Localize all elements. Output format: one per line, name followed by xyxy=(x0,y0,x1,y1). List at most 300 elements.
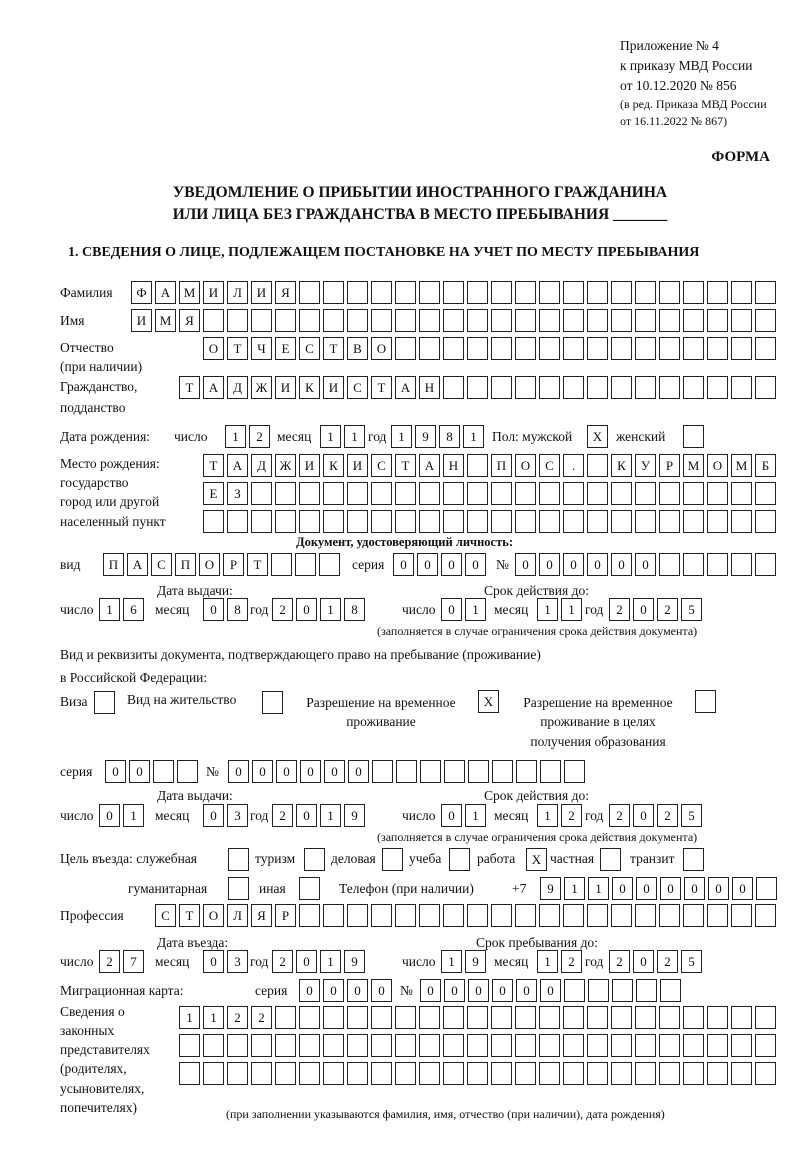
char-box[interactable]: П xyxy=(103,553,124,576)
char-box[interactable]: 9 xyxy=(540,877,561,900)
char-box[interactable] xyxy=(323,1062,344,1085)
char-box[interactable] xyxy=(203,1034,224,1057)
char-box[interactable] xyxy=(611,904,632,927)
char-box[interactable] xyxy=(539,376,560,399)
char-box[interactable] xyxy=(444,760,465,783)
char-box[interactable] xyxy=(419,1034,440,1057)
char-box[interactable]: Т xyxy=(371,376,392,399)
char-box[interactable] xyxy=(515,1034,536,1057)
checkbox[interactable] xyxy=(382,848,403,871)
char-box[interactable] xyxy=(707,482,728,505)
char-box[interactable] xyxy=(587,904,608,927)
char-box[interactable] xyxy=(635,337,656,360)
char-box[interactable] xyxy=(491,337,512,360)
char-box[interactable] xyxy=(372,760,393,783)
char-box[interactable] xyxy=(563,1006,584,1029)
char-box[interactable] xyxy=(635,510,656,533)
checkbox[interactable] xyxy=(695,690,716,713)
char-box[interactable] xyxy=(395,1006,416,1029)
char-box[interactable] xyxy=(203,510,224,533)
char-box[interactable]: С xyxy=(155,904,176,927)
char-box[interactable] xyxy=(491,1062,512,1085)
char-box[interactable] xyxy=(683,1006,704,1029)
char-box[interactable] xyxy=(491,904,512,927)
char-box[interactable] xyxy=(731,309,752,332)
char-box[interactable]: 6 xyxy=(123,598,144,621)
char-box[interactable] xyxy=(323,309,344,332)
char-box[interactable] xyxy=(299,1006,320,1029)
char-box[interactable] xyxy=(540,760,561,783)
char-box[interactable] xyxy=(756,877,777,900)
char-box[interactable] xyxy=(659,1006,680,1029)
char-box[interactable] xyxy=(491,1034,512,1057)
char-box[interactable]: Ч xyxy=(251,337,272,360)
char-box[interactable] xyxy=(323,1006,344,1029)
char-box[interactable] xyxy=(539,1006,560,1029)
char-box[interactable]: 0 xyxy=(203,804,224,827)
char-box[interactable]: Д xyxy=(227,376,248,399)
char-box[interactable] xyxy=(467,904,488,927)
checkbox[interactable] xyxy=(600,848,621,871)
char-box[interactable]: 0 xyxy=(324,760,345,783)
char-box[interactable] xyxy=(179,1062,200,1085)
char-box[interactable] xyxy=(275,309,296,332)
char-box[interactable]: 2 xyxy=(251,1006,272,1029)
char-box[interactable] xyxy=(611,1006,632,1029)
char-box[interactable] xyxy=(755,1062,776,1085)
char-box[interactable] xyxy=(587,376,608,399)
char-box[interactable] xyxy=(347,1062,368,1085)
char-box[interactable]: А xyxy=(419,454,440,477)
char-box[interactable]: 2 xyxy=(272,804,293,827)
char-box[interactable] xyxy=(731,510,752,533)
char-box[interactable] xyxy=(683,281,704,304)
char-box[interactable] xyxy=(227,309,248,332)
char-box[interactable]: 0 xyxy=(468,979,489,1002)
char-box[interactable]: 1 xyxy=(225,425,246,448)
char-box[interactable] xyxy=(587,1006,608,1029)
char-box[interactable] xyxy=(419,281,440,304)
char-box[interactable] xyxy=(539,309,560,332)
char-box[interactable]: 9 xyxy=(344,950,365,973)
char-box[interactable] xyxy=(396,760,417,783)
char-box[interactable] xyxy=(515,482,536,505)
char-box[interactable]: 1 xyxy=(463,425,484,448)
char-box[interactable]: 9 xyxy=(344,804,365,827)
char-box[interactable] xyxy=(395,510,416,533)
char-box[interactable]: 3 xyxy=(227,804,248,827)
char-box[interactable]: 0 xyxy=(228,760,249,783)
char-box[interactable] xyxy=(611,1062,632,1085)
char-box[interactable] xyxy=(755,1006,776,1029)
checkbox[interactable] xyxy=(94,691,115,714)
char-box[interactable] xyxy=(588,979,609,1002)
char-box[interactable] xyxy=(731,376,752,399)
char-box[interactable]: 5 xyxy=(681,804,702,827)
char-box[interactable]: 0 xyxy=(420,979,441,1002)
char-box[interactable] xyxy=(707,904,728,927)
char-box[interactable] xyxy=(611,510,632,533)
char-box[interactable] xyxy=(683,376,704,399)
char-box[interactable]: 0 xyxy=(300,760,321,783)
char-box[interactable]: М xyxy=(731,454,752,477)
char-box[interactable]: Л xyxy=(227,904,248,927)
char-box[interactable]: 2 xyxy=(249,425,270,448)
char-box[interactable] xyxy=(659,1034,680,1057)
char-box[interactable]: 2 xyxy=(561,950,582,973)
char-box[interactable] xyxy=(371,1034,392,1057)
char-box[interactable] xyxy=(587,1034,608,1057)
char-box[interactable]: С xyxy=(299,337,320,360)
char-box[interactable]: 8 xyxy=(344,598,365,621)
checkbox[interactable] xyxy=(683,848,704,871)
char-box[interactable] xyxy=(371,1006,392,1029)
char-box[interactable]: Б xyxy=(755,454,776,477)
char-box[interactable] xyxy=(275,1006,296,1029)
char-box[interactable]: 2 xyxy=(609,950,630,973)
char-box[interactable]: . xyxy=(563,454,584,477)
char-box[interactable]: А xyxy=(395,376,416,399)
char-box[interactable] xyxy=(683,309,704,332)
char-box[interactable]: 1 xyxy=(537,804,558,827)
char-box[interactable] xyxy=(587,510,608,533)
char-box[interactable] xyxy=(467,337,488,360)
char-box[interactable] xyxy=(611,1034,632,1057)
char-box[interactable] xyxy=(659,1062,680,1085)
char-box[interactable] xyxy=(611,482,632,505)
char-box[interactable] xyxy=(707,1006,728,1029)
char-box[interactable]: 1 xyxy=(320,598,341,621)
char-box[interactable]: Л xyxy=(227,281,248,304)
char-box[interactable]: 1 xyxy=(179,1006,200,1029)
char-box[interactable]: 0 xyxy=(708,877,729,900)
char-box[interactable]: Т xyxy=(179,376,200,399)
char-box[interactable] xyxy=(707,1062,728,1085)
char-box[interactable]: 1 xyxy=(564,877,585,900)
checkbox[interactable] xyxy=(683,425,704,448)
char-box[interactable] xyxy=(443,309,464,332)
char-box[interactable]: А xyxy=(227,454,248,477)
char-box[interactable] xyxy=(731,482,752,505)
char-box[interactable]: Р xyxy=(659,454,680,477)
char-box[interactable] xyxy=(635,1006,656,1029)
char-box[interactable] xyxy=(347,309,368,332)
checkbox[interactable] xyxy=(449,848,470,871)
char-box[interactable]: 0 xyxy=(296,598,317,621)
char-box[interactable] xyxy=(395,1062,416,1085)
char-box[interactable] xyxy=(371,1062,392,1085)
char-box[interactable] xyxy=(659,510,680,533)
char-box[interactable] xyxy=(683,553,704,576)
char-box[interactable] xyxy=(636,979,657,1002)
char-box[interactable] xyxy=(515,337,536,360)
char-box[interactable] xyxy=(295,553,316,576)
char-box[interactable] xyxy=(635,1062,656,1085)
char-box[interactable]: 0 xyxy=(299,979,320,1002)
char-box[interactable] xyxy=(347,1034,368,1057)
char-box[interactable] xyxy=(299,904,320,927)
char-box[interactable]: 0 xyxy=(633,598,654,621)
char-box[interactable] xyxy=(275,1062,296,1085)
char-box[interactable] xyxy=(419,904,440,927)
char-box[interactable]: 0 xyxy=(660,877,681,900)
char-box[interactable] xyxy=(347,510,368,533)
char-box[interactable] xyxy=(659,337,680,360)
char-box[interactable] xyxy=(563,1062,584,1085)
char-box[interactable] xyxy=(299,510,320,533)
char-box[interactable] xyxy=(251,1034,272,1057)
char-box[interactable]: 1 xyxy=(391,425,412,448)
char-box[interactable] xyxy=(299,281,320,304)
char-box[interactable] xyxy=(203,1062,224,1085)
char-box[interactable] xyxy=(395,1034,416,1057)
char-box[interactable]: 5 xyxy=(681,950,702,973)
char-box[interactable]: 2 xyxy=(657,804,678,827)
char-box[interactable]: М xyxy=(179,281,200,304)
char-box[interactable]: 0 xyxy=(441,804,462,827)
char-box[interactable]: 1 xyxy=(123,804,144,827)
char-box[interactable]: 2 xyxy=(99,950,120,973)
char-box[interactable] xyxy=(467,376,488,399)
char-box[interactable] xyxy=(443,1006,464,1029)
char-box[interactable] xyxy=(659,482,680,505)
char-box[interactable] xyxy=(659,309,680,332)
char-box[interactable] xyxy=(203,309,224,332)
char-box[interactable]: Ф xyxy=(131,281,152,304)
char-box[interactable]: С xyxy=(371,454,392,477)
char-box[interactable] xyxy=(611,309,632,332)
char-box[interactable]: 2 xyxy=(657,950,678,973)
char-box[interactable]: И xyxy=(275,376,296,399)
char-box[interactable] xyxy=(683,1062,704,1085)
char-box[interactable] xyxy=(563,904,584,927)
char-box[interactable] xyxy=(395,281,416,304)
char-box[interactable]: К xyxy=(299,376,320,399)
char-box[interactable]: 0 xyxy=(444,979,465,1002)
char-box[interactable] xyxy=(731,337,752,360)
char-box[interactable]: 0 xyxy=(203,598,224,621)
char-box[interactable] xyxy=(731,1062,752,1085)
char-box[interactable] xyxy=(683,337,704,360)
char-box[interactable] xyxy=(659,376,680,399)
char-box[interactable] xyxy=(707,309,728,332)
char-box[interactable] xyxy=(227,1034,248,1057)
char-box[interactable]: Я xyxy=(275,281,296,304)
char-box[interactable]: Т xyxy=(203,454,224,477)
char-box[interactable] xyxy=(539,904,560,927)
char-box[interactable] xyxy=(419,1006,440,1029)
char-box[interactable] xyxy=(564,760,585,783)
char-box[interactable] xyxy=(683,904,704,927)
char-box[interactable]: 0 xyxy=(539,553,560,576)
char-box[interactable] xyxy=(755,337,776,360)
char-box[interactable]: 0 xyxy=(516,979,537,1002)
char-box[interactable]: А xyxy=(203,376,224,399)
char-box[interactable] xyxy=(755,904,776,927)
char-box[interactable] xyxy=(635,281,656,304)
char-box[interactable] xyxy=(683,510,704,533)
char-box[interactable] xyxy=(731,281,752,304)
char-box[interactable] xyxy=(755,376,776,399)
char-box[interactable]: 0 xyxy=(732,877,753,900)
char-box[interactable] xyxy=(539,337,560,360)
char-box[interactable]: Т xyxy=(323,337,344,360)
char-box[interactable] xyxy=(395,904,416,927)
char-box[interactable]: 2 xyxy=(272,598,293,621)
char-box[interactable]: 0 xyxy=(323,979,344,1002)
char-box[interactable]: 2 xyxy=(609,598,630,621)
char-box[interactable]: 0 xyxy=(563,553,584,576)
char-box[interactable]: 0 xyxy=(129,760,150,783)
char-box[interactable]: 2 xyxy=(272,950,293,973)
char-box[interactable] xyxy=(515,376,536,399)
char-box[interactable] xyxy=(563,510,584,533)
char-box[interactable] xyxy=(683,482,704,505)
char-box[interactable] xyxy=(153,760,174,783)
char-box[interactable] xyxy=(491,482,512,505)
char-box[interactable] xyxy=(707,337,728,360)
char-box[interactable]: Е xyxy=(275,337,296,360)
checkbox[interactable]: X xyxy=(526,848,547,871)
char-box[interactable] xyxy=(467,482,488,505)
char-box[interactable] xyxy=(251,1062,272,1085)
char-box[interactable] xyxy=(587,281,608,304)
char-box[interactable]: И xyxy=(323,376,344,399)
char-box[interactable]: 0 xyxy=(276,760,297,783)
char-box[interactable] xyxy=(515,281,536,304)
char-box[interactable]: П xyxy=(175,553,196,576)
char-box[interactable]: Р xyxy=(275,904,296,927)
char-box[interactable] xyxy=(635,482,656,505)
char-box[interactable] xyxy=(587,1062,608,1085)
char-box[interactable]: 8 xyxy=(439,425,460,448)
char-box[interactable]: 0 xyxy=(296,950,317,973)
char-box[interactable] xyxy=(467,309,488,332)
char-box[interactable] xyxy=(659,904,680,927)
char-box[interactable]: К xyxy=(323,454,344,477)
char-box[interactable]: Е xyxy=(203,482,224,505)
char-box[interactable] xyxy=(347,482,368,505)
char-box[interactable] xyxy=(395,482,416,505)
char-box[interactable] xyxy=(611,337,632,360)
char-box[interactable] xyxy=(587,309,608,332)
char-box[interactable]: 7 xyxy=(123,950,144,973)
checkbox[interactable] xyxy=(304,848,325,871)
char-box[interactable] xyxy=(419,482,440,505)
char-box[interactable]: Н xyxy=(419,376,440,399)
char-box[interactable] xyxy=(707,1034,728,1057)
char-box[interactable] xyxy=(563,309,584,332)
char-box[interactable] xyxy=(323,510,344,533)
char-box[interactable] xyxy=(755,281,776,304)
char-box[interactable] xyxy=(563,376,584,399)
char-box[interactable]: О xyxy=(371,337,392,360)
char-box[interactable] xyxy=(683,1034,704,1057)
char-box[interactable] xyxy=(275,482,296,505)
char-box[interactable]: 0 xyxy=(347,979,368,1002)
checkbox[interactable] xyxy=(262,691,283,714)
char-box[interactable]: Т xyxy=(395,454,416,477)
char-box[interactable] xyxy=(515,904,536,927)
char-box[interactable] xyxy=(468,760,489,783)
char-box[interactable] xyxy=(587,337,608,360)
char-box[interactable] xyxy=(347,904,368,927)
char-box[interactable] xyxy=(443,482,464,505)
char-box[interactable] xyxy=(467,510,488,533)
char-box[interactable]: 1 xyxy=(320,804,341,827)
char-box[interactable] xyxy=(419,510,440,533)
char-box[interactable]: 0 xyxy=(417,553,438,576)
char-box[interactable]: 0 xyxy=(633,950,654,973)
char-box[interactable] xyxy=(539,510,560,533)
char-box[interactable]: О xyxy=(199,553,220,576)
char-box[interactable] xyxy=(177,760,198,783)
char-box[interactable] xyxy=(420,760,441,783)
char-box[interactable] xyxy=(659,553,680,576)
char-box[interactable] xyxy=(611,376,632,399)
char-box[interactable]: И xyxy=(299,454,320,477)
char-box[interactable]: 2 xyxy=(609,804,630,827)
char-box[interactable] xyxy=(515,510,536,533)
char-box[interactable]: М xyxy=(683,454,704,477)
checkbox[interactable]: X xyxy=(478,690,499,713)
char-box[interactable]: 0 xyxy=(515,553,536,576)
char-box[interactable]: 0 xyxy=(371,979,392,1002)
char-box[interactable]: М xyxy=(155,309,176,332)
char-box[interactable]: 0 xyxy=(105,760,126,783)
char-box[interactable]: И xyxy=(203,281,224,304)
char-box[interactable] xyxy=(539,1034,560,1057)
char-box[interactable] xyxy=(271,553,292,576)
char-box[interactable] xyxy=(443,1034,464,1057)
char-box[interactable]: 1 xyxy=(537,950,558,973)
char-box[interactable]: 0 xyxy=(203,950,224,973)
char-box[interactable]: 1 xyxy=(344,425,365,448)
char-box[interactable] xyxy=(419,337,440,360)
char-box[interactable] xyxy=(491,510,512,533)
char-box[interactable] xyxy=(515,1006,536,1029)
char-box[interactable]: 0 xyxy=(252,760,273,783)
char-box[interactable] xyxy=(467,454,488,477)
char-box[interactable] xyxy=(492,760,513,783)
char-box[interactable]: С xyxy=(151,553,172,576)
char-box[interactable] xyxy=(419,1062,440,1085)
char-box[interactable] xyxy=(539,281,560,304)
char-box[interactable] xyxy=(347,1006,368,1029)
char-box[interactable]: З xyxy=(227,482,248,505)
char-box[interactable] xyxy=(707,553,728,576)
char-box[interactable]: Н xyxy=(443,454,464,477)
char-box[interactable]: К xyxy=(611,454,632,477)
char-box[interactable]: В xyxy=(347,337,368,360)
char-box[interactable] xyxy=(563,337,584,360)
char-box[interactable] xyxy=(755,309,776,332)
char-box[interactable] xyxy=(755,553,776,576)
char-box[interactable] xyxy=(443,510,464,533)
char-box[interactable] xyxy=(179,1034,200,1057)
char-box[interactable] xyxy=(467,1034,488,1057)
char-box[interactable]: Д xyxy=(251,454,272,477)
char-box[interactable] xyxy=(227,1062,248,1085)
char-box[interactable]: И xyxy=(251,281,272,304)
char-box[interactable] xyxy=(347,281,368,304)
char-box[interactable] xyxy=(491,281,512,304)
char-box[interactable] xyxy=(635,376,656,399)
char-box[interactable]: 0 xyxy=(636,877,657,900)
char-box[interactable]: 0 xyxy=(465,553,486,576)
char-box[interactable]: 0 xyxy=(684,877,705,900)
char-box[interactable]: 0 xyxy=(348,760,369,783)
